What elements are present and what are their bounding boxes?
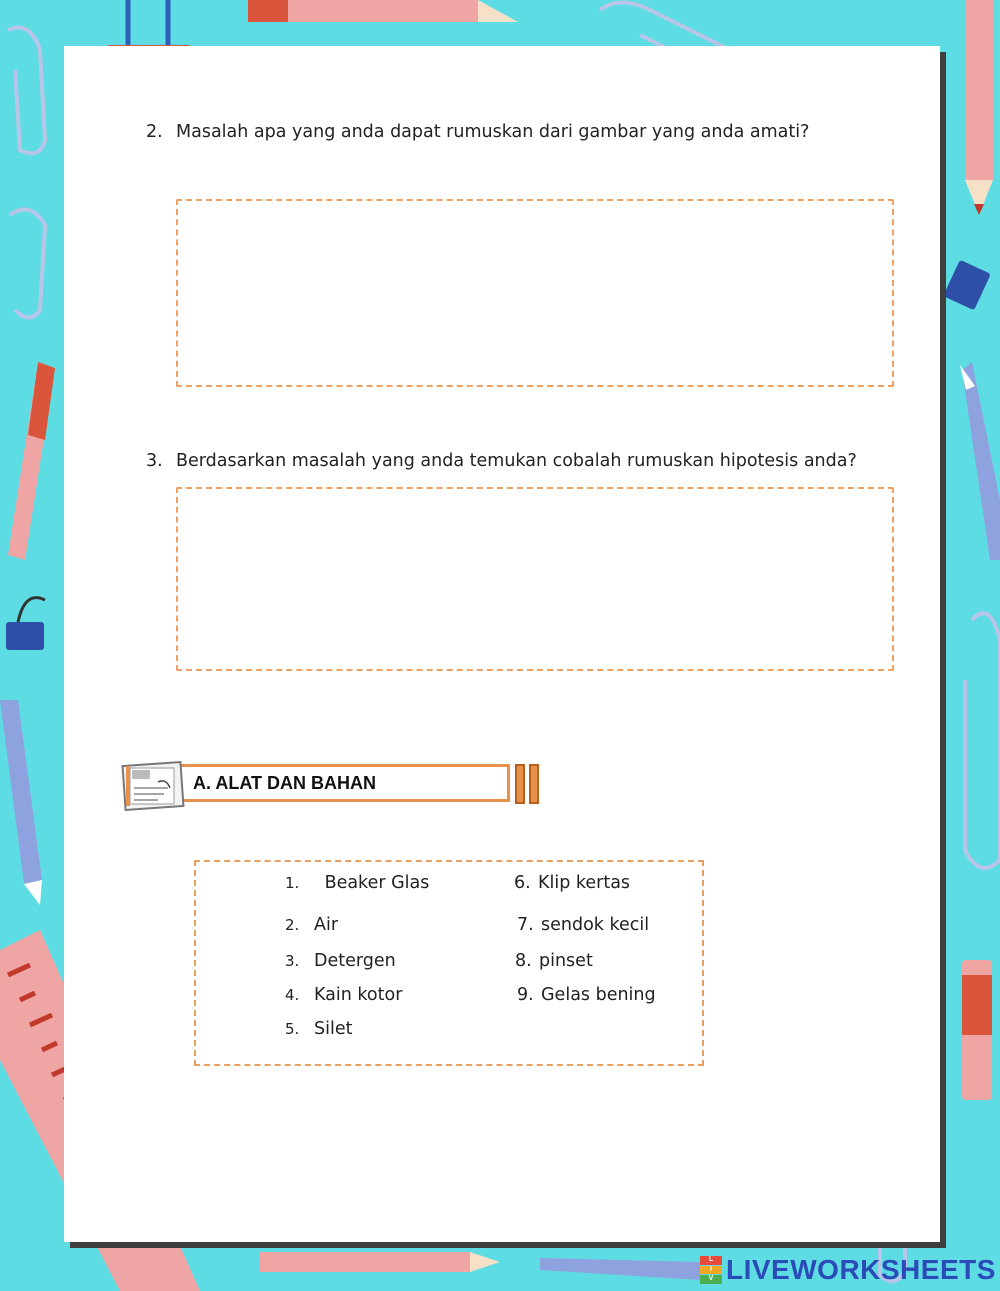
- pencil-icon: [248, 0, 518, 22]
- answer-box-question-2[interactable]: [176, 199, 894, 387]
- list-item: 3. Detergen: [285, 951, 396, 971]
- paperclip-icon: [965, 613, 1000, 868]
- question-number: 3.: [146, 451, 163, 471]
- list-item: 5. Silet: [285, 1019, 353, 1039]
- binder-clip-icon: [6, 598, 45, 650]
- section-title: A. ALAT DAN BAHAN: [193, 772, 376, 793]
- brand-name: LIVEWORKSHEETS: [726, 1254, 996, 1285]
- pen-icon: [540, 1258, 700, 1280]
- question-text: Berdasarkan masalah yang anda temukan cobalah rumuskan hipotesis anda?: [176, 451, 857, 471]
- liveworksheets-brand: [700, 1254, 996, 1286]
- list-item: 1. Beaker Glas: [285, 873, 430, 893]
- list-item: 7. sendok kecil: [517, 915, 650, 935]
- notebook-icon: [118, 758, 188, 814]
- paperclip-icon: [10, 209, 45, 317]
- list-item: 2. Air: [285, 915, 339, 935]
- paperclip-icon: [8, 28, 45, 154]
- marker-icon: [962, 960, 992, 1100]
- pencil-icon: [965, 0, 993, 215]
- pen-icon: [8, 362, 55, 560]
- pencil-icon: [260, 1252, 500, 1272]
- liveworksheets-logo-icon: L I V: [700, 1256, 722, 1284]
- question-2: [146, 122, 809, 142]
- question-3: [146, 451, 857, 471]
- question-text: Masalah apa yang anda dapat rumuskan dari gambar yang anda amati?: [176, 122, 810, 142]
- section-heading: [178, 764, 510, 802]
- list-item: 8. pinset: [515, 951, 593, 971]
- list-item: 6. Klip kertas: [514, 873, 631, 893]
- question-number: 2.: [146, 122, 163, 142]
- answer-box-question-3[interactable]: [176, 487, 894, 671]
- list-item: 9. Gelas bening: [517, 985, 656, 1005]
- pencil-icon: [0, 700, 42, 905]
- binder-clip-icon: [943, 260, 991, 311]
- section-decoration-bars: [515, 764, 543, 804]
- pen-icon: [960, 362, 1000, 560]
- list-item: 4. Kain kotor: [285, 985, 403, 1005]
